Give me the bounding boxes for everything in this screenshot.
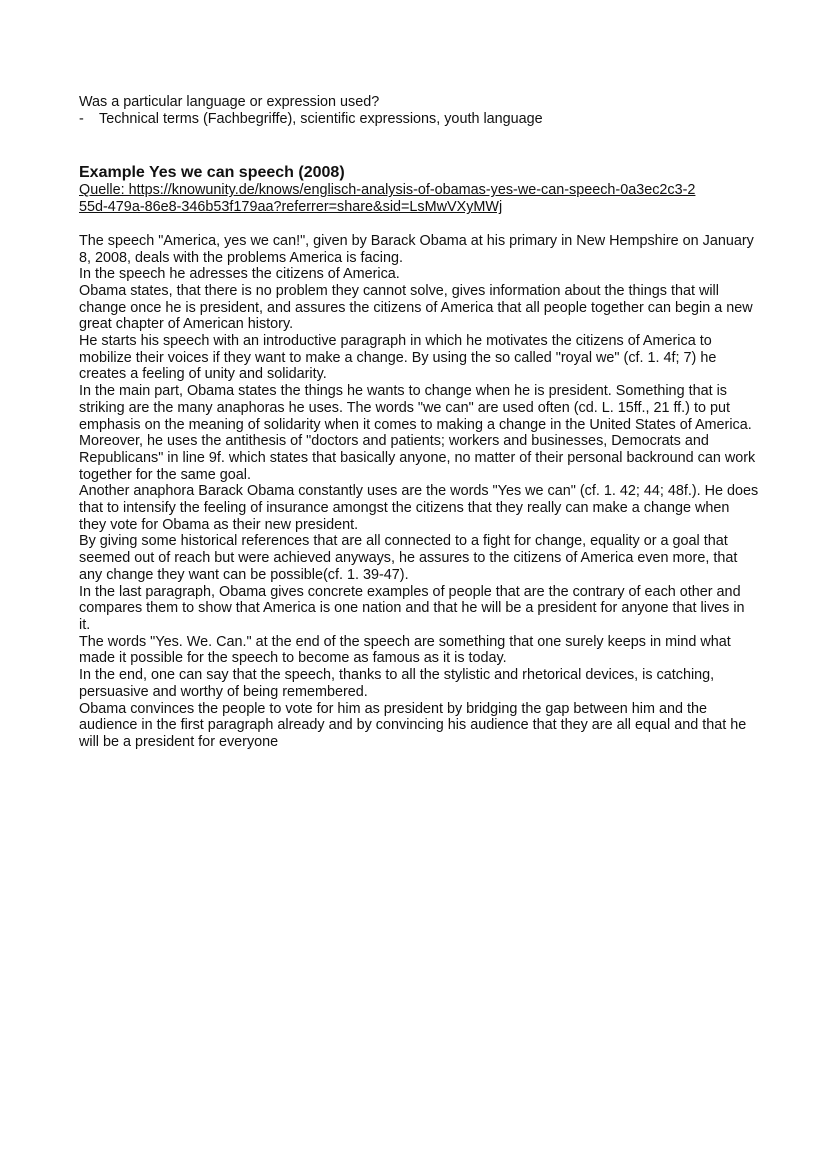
paragraph: Obama convinces the people to vote for him as president by bridging the gap between him and the audience in the first paragraph already and by convincing his audience that they are all equal and that he will be a president for everyone	[79, 700, 747, 750]
bullet-text: Technical terms (Fachbegriffe), scientific expressions, youth language	[99, 110, 543, 127]
bullet-dash: -	[79, 110, 84, 127]
paragraph: By giving some historical references that are all connected to a fight for change, equality or a goal that seemed out of reach but were achieved anyways, he assures to the citizens of America even more, that any change they want can be possible(cf. 1. 39-47).	[79, 533, 738, 583]
paragraph: In the end, one can say that the speech, thanks to all the stylistic and rhetorical devices, is catching, persuasive and worthy of being remembered.	[79, 667, 715, 700]
paragraph: In the speech he adresses the citizens of America.	[79, 266, 400, 283]
paragraph: In the last paragraph, Obama gives concrete examples of people that are the contrary of each other and compares them to show that America is one nation and that he will be a president for anyone that lives in it.	[79, 583, 745, 633]
document-page	[79, 94, 759, 751]
bullet-item	[79, 111, 759, 128]
analysis-body	[79, 233, 759, 751]
paragraph: The speech "America, yes we can!", given by Barack Obama at his primary in New Hempshire on January 8, 2008, deals with the problems America is facing.	[79, 232, 754, 266]
source-link[interactable]: Quelle: https://knowunity.de/knows/englisch-analysis-of-obamas-yes-we-can-speech-0a3ec2c3-255d-479a-86e8-346b53f179aa?referrer=share&sid=LsMwVXyMWj	[79, 182, 696, 216]
paragraph: In the main part, Obama states the things he wants to change when he is president. Something that is striking are the many anaphoras he uses. The words "we can" are used often (cd. L. 15ff., 21 ff.) to put emphasis on the meaning of solidarity when it comes to making a change in the United States of America. Moreover, he uses the antithesis of "doctors and patients; workers and businesses, Democrats and Republicans" in line 9f. which states that basically anyone, no matter of their personal backround can work together for the same goal.	[79, 383, 756, 483]
paragraph: Another anaphora Barack Obama constantly uses are the words "Yes we can" (cf. 1. 42; 44; 48f.). He does that to intensify the feeling of insurance amongst the citizens that they really can make a change when they vote for Obama as their new president.	[79, 483, 759, 533]
example-heading: Example Yes we can speech (2008)	[79, 164, 345, 182]
paragraph: He starts his speech with an introductive paragraph in which he motivates the citizens of America to mobilize their voices if they want to make a change. By using the so called "royal we" (cf. 1. 4f; 7) he creates a feeling of unity and solidarity.	[79, 333, 717, 383]
paragraph: The words "Yes. We. Can." at the end of the speech are something that one surely keeps in mind what made it possible for the speech to become as famous as it is today.	[79, 633, 731, 667]
paragraph: Obama states, that there is no problem they cannot solve, gives information about the things that will change once he is president, and assures the citizens of America that all people together can begin a new great chapter of American history.	[79, 282, 753, 333]
intro-question: Was a particular language or expression used?	[79, 94, 380, 110]
